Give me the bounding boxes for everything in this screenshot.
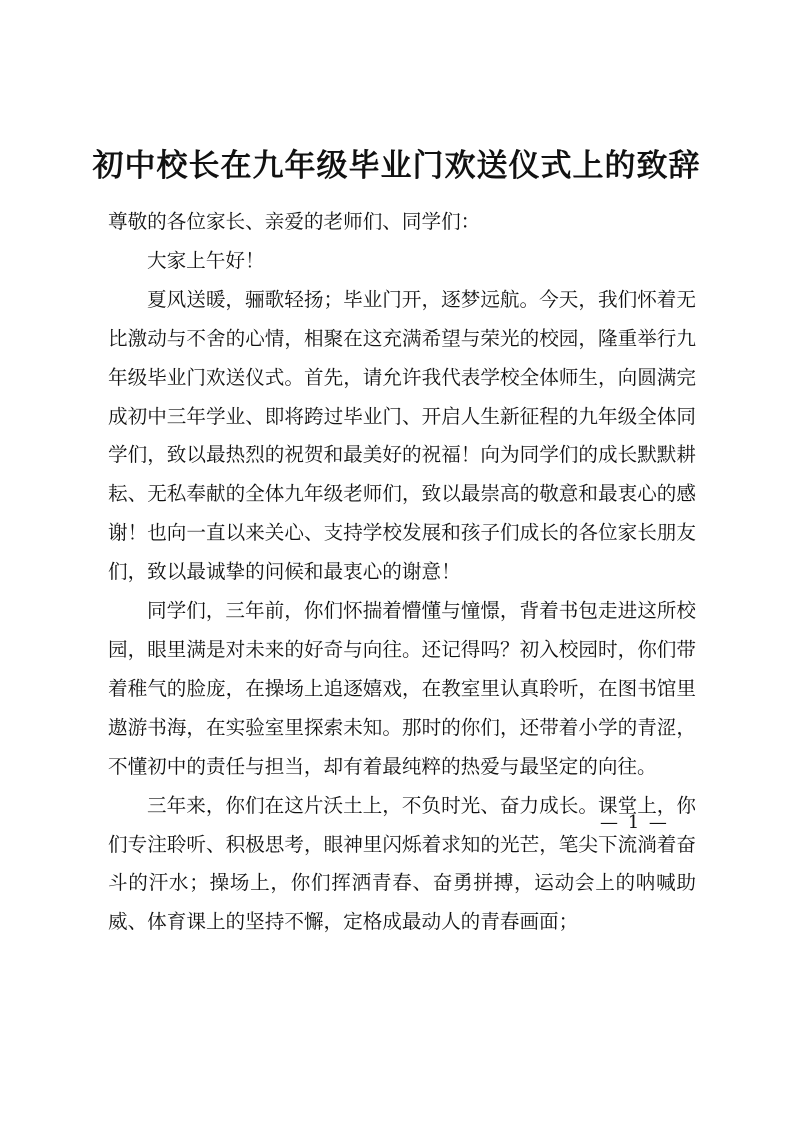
paragraph-memories: 同学们，三年前，你们怀揣着懵懂与憧憬，背着书包走进这所校园，眼里满是对未来的好奇与向往。还记得吗？初入校园时，你们带着稚气的脸庞，在操场上追逐嬉戏，在教室里认真聆听，在图书馆里遨游书海，在实验室里探索未知。那时的你们，还带着小学的青涩，不懂初中的责任与担当，却有着最纯粹的热爱与最坚定的向往。 [108,599,696,778]
paragraph-greeting: 大家上午好！ [147,248,265,272]
paragraph-opening: 夏风送暖，骊歌轻扬；毕业门开，逐梦远航。今天，我们怀着无比激动与不舍的心情，相聚在这充满希望与荣光的校园，隆重举行九年级毕业门欢送仪式。首先，请允许我代表学校全体师生，向圆满完成初中三年学业、即将跨过毕业门、开启人生新征程的九年级全体同学们，致以最热烈的祝贺和最美好的祝福！向为同学们的成长默默耕耘、无私奉献的全体九年级老师们，致以最崇高的敬意和最衷心的感谢！也向一直以来关心、支持学校发展和孩子们成长的各位家长朋友们，致以最诚挚的问候和最衷心的谢意！ [108,287,696,584]
paragraph-growth: 三年来，你们在这片沃土上，不负时光、奋力成长。课堂上，你们专注聆听、积极思考，眼神里闪烁着求知的光芒，笔尖下流淌着奋斗的汗水；操场上，你们挥洒青春、奋勇拼搏，运动会上的呐喊助威、体育课上的坚持不懈，定格成最动人的青春画面； [108,793,696,934]
document-title: 初中校长在九年级毕业门欢送仪式上的致辞 [92,148,701,184]
page-number: — 1 — [600,812,669,833]
salutation: 尊敬的各位家长、亲爱的老师们、同学们： [108,210,481,233]
